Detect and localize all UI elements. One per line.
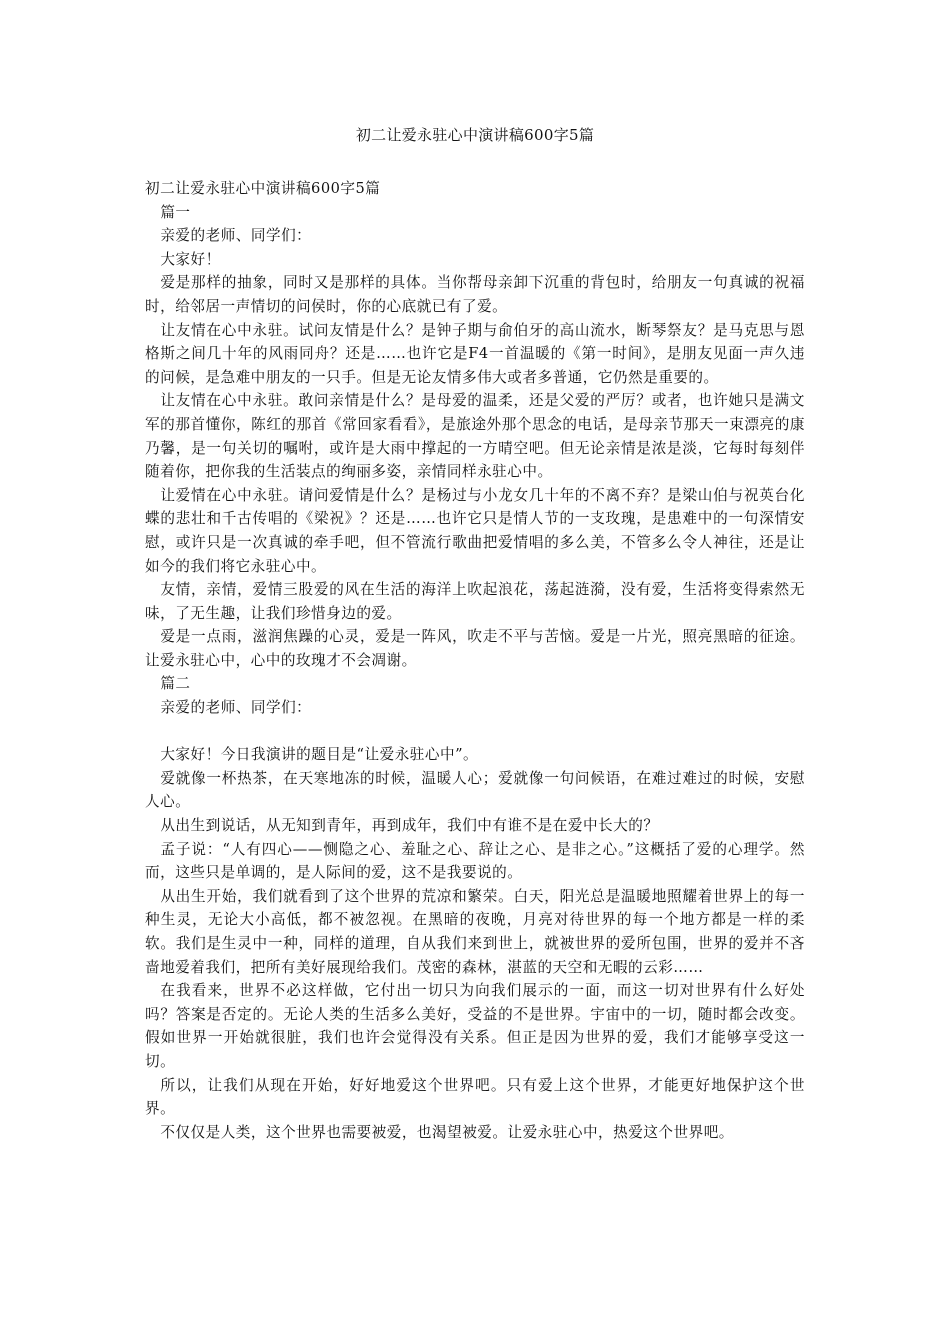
salutation: 亲爱的老师、同学们： xyxy=(160,699,312,717)
paragraph: 友情，亲情，爱情三股爱的风在生活的海洋上吹起浪花，荡起涟漪，没有爱，生活将变得索然无味，了无生趣，让我们珍惜身边的爱。 xyxy=(145,581,805,622)
section-label: 篇二 xyxy=(160,675,191,693)
paragraph: 爱是一点雨，滋润焦躁的心灵，爱是一阵风，吹走不平与苦恼。爱是一片光，照亮黑暗的征途。让爱永驻心中，心中的玫瑰才不会凋谢。 xyxy=(145,628,805,669)
body-heading: 初二让爱永驻心中演讲稿600字5篇 xyxy=(145,180,381,197)
paragraph: 所以，让我们从现在开始，好好地爱这个世界吧。只有爱上这个世界，才能更好地保护这个世界。 xyxy=(145,1076,805,1118)
paragraph: 从出生到说话，从无知到青年，再到成年，我们中有谁不是在爱中长大的？ xyxy=(160,817,659,835)
paragraph: 在我看来，世界不必这样做，它付出一切只为向我们展示的一面，而这一切对世界有什么好处吗？答案是否定的。无论人类的生活多么美好，受益的不是世界。宇宙中的一切，随时都会改变。假如世界一开始就很脏，我们也许会觉得没有关系。但正是因为世界的爱，我们才能够享受这一切。 xyxy=(145,982,805,1070)
paragraph: 不仅仅是人类，这个世界也需要被爱，也渴望被爱。让爱永驻心中，热爱这个世界吧。 xyxy=(160,1123,734,1141)
paragraph: 让爱情在心中永驻。请问爱情是什么？是杨过与小龙女几十年的不离不弃？是梁山伯与祝英台化蝶的悲壮和千古传唱的《梁祝》？还是……也许它只是情人节的一支玫瑰，是患难中的一句深情安慰，或许只是一次真诚的牵手吧，但不管流行歌曲把爱情唱的多么美，不管多么令人神往，还是让如今的我们将它永驻心中。 xyxy=(145,486,805,575)
salutation: 亲爱的老师、同学们： xyxy=(160,227,312,245)
paragraph: 让友情在心中永驻。试问友情是什么？是钟子期与俞伯牙的高山流水，断琴祭友？是马克思与恩格斯之间几十年的风雨同舟？还是……也许它是F4一首温暖的《第一时间》，是朋友见面一声久违的问候，是急难中朋友的一只手。但是无论友情多伟大或者多普通，它仍然是重要的。 xyxy=(145,321,805,386)
paragraph: 孟子说：“人有四心——恻隐之心、羞耻之心、辞让之心、是非之心。”这概括了爱的心理学。然而，这些只是单调的，是人际间的爱，这不是我要说的。 xyxy=(145,840,805,882)
document-body xyxy=(145,177,805,1144)
paragraph: 爱是那样的抽象，同时又是那样的具体。当你帮母亲卸下沉重的背包时，给朋友一句真诚的祝福时，给邻居一声情切的问侯时，你的心底就已有了爱。 xyxy=(145,274,805,315)
paragraph: 让友情在心中永驻。敢问亲情是什么？是母爱的温柔，还是父爱的严厉？或者，也许她只是满文军的那首懂你，陈红的那首《常回家看看》，是旅途外那个思念的电话，是母亲节那天一束漂亮的康乃馨，是一句关切的嘱咐，或许是大雨中撑起的一方晴空吧。但无论亲情是浓是淡，它每时每刻伴随着你，把你我的生活装点的绚丽多姿，亲情同样永驻心中。 xyxy=(145,392,805,481)
greeting: 大家好！今日我演讲的题目是“让爱永驻心中”。 xyxy=(160,746,479,764)
blank-line xyxy=(145,720,805,744)
document-title: 初二让爱永驻心中演讲稿600字5篇 xyxy=(355,126,595,144)
paragraph: 爱就像一杯热茶，在天寒地冻的时候，温暖人心；爱就像一句问候语，在难过难过的时候，安慰人心。 xyxy=(145,769,805,811)
section-label: 篇一 xyxy=(160,203,191,221)
paragraph: 从出生开始，我们就看到了这个世界的荒凉和繁荣。白天，阳光总是温暖地照耀着世界上的每一种生灵，无论大小高低，都不被忽视。在黑暗的夜晚，月亮对待世界的每一个地方都是一样的柔软。我们是生灵中一种，同样的道理，自从我们来到世上，就被世界的爱所包围，世界的爱并不吝啬地爱着我们，把所有美好展现给我们。茂密的森林，湛蓝的天空和无暇的云彩…… xyxy=(145,887,805,976)
greeting: 大家好！ xyxy=(160,250,221,268)
